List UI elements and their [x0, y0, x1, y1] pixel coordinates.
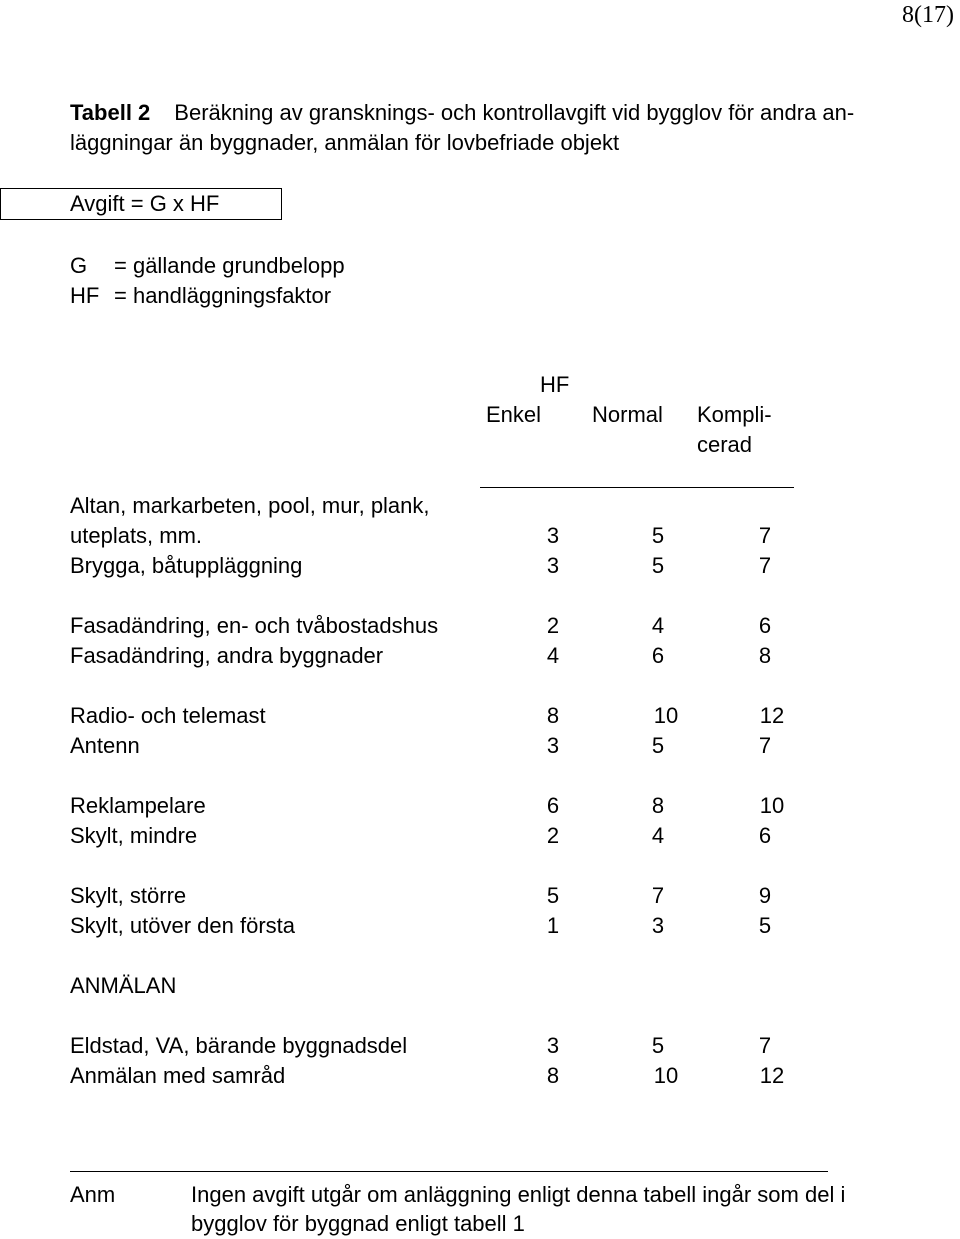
cell-komplicerad: 12 — [759, 1063, 785, 1088]
cell-normal: 5 — [651, 1033, 665, 1058]
cell-normal: 4 — [651, 823, 665, 848]
page-number: 8(17) — [902, 2, 954, 28]
cell-enkel: 3 — [546, 553, 560, 578]
row-label: Reklampelare — [70, 793, 206, 818]
column-header-normal: Normal — [592, 402, 663, 427]
cell-komplicerad: 12 — [759, 703, 785, 728]
cell-normal: 10 — [653, 1063, 679, 1088]
cell-komplicerad: 8 — [758, 643, 772, 668]
row-label: Eldstad, VA, bärande byggnadsdel — [70, 1033, 408, 1058]
group-header-hf: HF — [540, 372, 570, 397]
cell-normal: 7 — [651, 883, 665, 908]
note-text-line2: bygglov för byggnad enligt tabell 1 — [191, 1211, 525, 1236]
column-header-kompli: Kompli- — [697, 402, 772, 427]
formula-text: Avgift = G x HF — [70, 191, 220, 216]
row-label: Antenn — [70, 733, 140, 758]
column-header-cerad: cerad — [697, 432, 753, 457]
cell-normal: 5 — [651, 553, 665, 578]
cell-komplicerad: 7 — [758, 1033, 772, 1058]
cell-enkel: 5 — [546, 883, 560, 908]
cell-enkel: 3 — [546, 523, 560, 548]
cell-normal: 5 — [651, 733, 665, 758]
row-label: Skylt, utöver den första — [70, 913, 295, 938]
section-heading-anmalan: ANMÄLAN — [70, 973, 177, 998]
row-label: Altan, markarbeten, pool, mur, plank, — [70, 493, 430, 518]
cell-enkel: 8 — [546, 703, 560, 728]
table-title-text-line2: läggningar än byggnader, anmälan för lovbefriade objekt — [70, 130, 620, 155]
row-label: Brygga, båtuppläggning — [70, 553, 303, 578]
cell-enkel: 3 — [546, 733, 560, 758]
table-title-text-line1: Beräkning av gransknings- och kontrollavgift vid bygglov för andra an- — [174, 100, 855, 125]
cell-enkel: 3 — [546, 1033, 560, 1058]
definition-text-hf: = handläggningsfaktor — [114, 283, 332, 308]
cell-normal: 4 — [651, 613, 665, 638]
row-label: Skylt, mindre — [70, 823, 198, 848]
cell-enkel: 1 — [546, 913, 560, 938]
cell-komplicerad: 5 — [758, 913, 772, 938]
cell-enkel: 6 — [546, 793, 560, 818]
row-label: Radio- och telemast — [70, 703, 266, 728]
row-label: Fasadändring, en- och tvåbostadshus — [70, 613, 439, 638]
row-label: Skylt, större — [70, 883, 187, 908]
table-title — [70, 98, 854, 128]
table-title-label: Tabell 2 — [70, 100, 151, 125]
cell-komplicerad: 6 — [758, 613, 772, 638]
cell-normal: 5 — [651, 523, 665, 548]
cell-komplicerad: 7 — [758, 733, 772, 758]
cell-normal: 8 — [651, 793, 665, 818]
cell-komplicerad: 7 — [758, 553, 772, 578]
row-label: uteplats, mm. — [70, 523, 203, 548]
row-label: Anmälan med samråd — [70, 1063, 286, 1088]
row-label: Fasadändring, andra byggnader — [70, 643, 384, 668]
cell-normal: 6 — [651, 643, 665, 668]
cell-normal: 3 — [651, 913, 665, 938]
cell-enkel: 4 — [546, 643, 560, 668]
cell-komplicerad: 6 — [758, 823, 772, 848]
definition-symbol-hf: HF — [70, 283, 100, 308]
cell-komplicerad: 7 — [758, 523, 772, 548]
cell-komplicerad: 10 — [759, 793, 785, 818]
note-label: Anm — [70, 1182, 116, 1207]
column-header-enkel: Enkel — [486, 402, 542, 427]
cell-enkel: 8 — [546, 1063, 560, 1088]
cell-enkel: 2 — [546, 823, 560, 848]
header-rule — [480, 487, 794, 488]
definition-text-g: = gällande grundbelopp — [114, 253, 345, 278]
definition-symbol-g: G — [70, 253, 88, 278]
note-text-line1: Ingen avgift utgår om anläggning enligt denna tabell ingår som del i — [191, 1182, 846, 1207]
cell-normal: 10 — [653, 703, 679, 728]
cell-komplicerad: 9 — [758, 883, 772, 908]
note-rule — [70, 1171, 828, 1172]
cell-enkel: 2 — [546, 613, 560, 638]
